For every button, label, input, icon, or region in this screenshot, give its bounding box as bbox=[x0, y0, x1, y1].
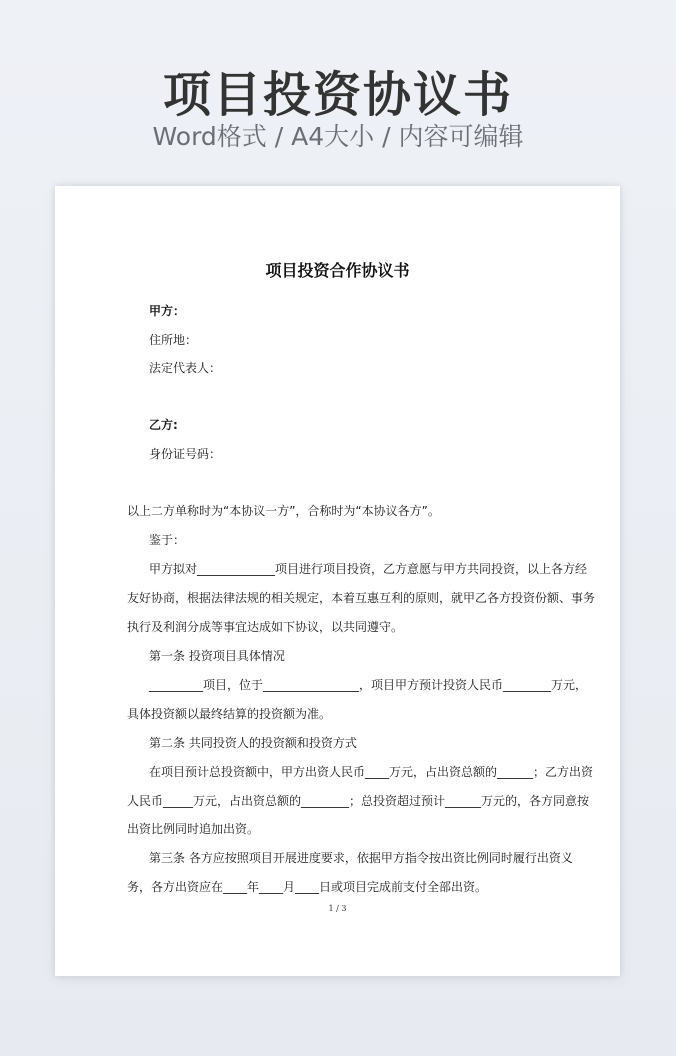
banner-subtitle: Word格式 / A4大小 / 内容可编辑 bbox=[152, 122, 524, 151]
whereas-label: 鉴于： bbox=[149, 533, 186, 547]
article-2-line-2: 人民币_____万元，占出资总额的________；总投资超过预计______万元的，各方同意按 bbox=[127, 794, 590, 808]
party-a-label: 甲方： bbox=[149, 304, 186, 318]
article-1-line-1: _________项目，位于________________，项目甲方预计投资人民币________万元， bbox=[149, 678, 588, 692]
article-1-line-2: 具体投资额以最终结算的投资额为准。 bbox=[127, 707, 332, 721]
banner-title: 项目投资协议书 bbox=[162, 67, 513, 123]
document-title: 项目投资合作协议书 bbox=[265, 261, 410, 280]
intro-paragraph-line-2: 友好协商，根据法律法规的相关规定，本着互惠互利的原则，就甲乙各方投资份额、事务 bbox=[127, 591, 596, 605]
article-2-line-1: 在项目预计总投资额中，甲方出资人民币____万元，占出资总额的______；乙方出资 bbox=[149, 765, 594, 779]
collective-reference-paragraph: 以上二方单称时为“本协议一方”，合称时为“本协议各方”。 bbox=[127, 504, 440, 518]
article-2-line-3: 出资比例同时追加出资。 bbox=[127, 822, 260, 836]
article-1-heading: 第一条 投资项目具体情况 bbox=[149, 649, 285, 663]
document-page bbox=[55, 186, 620, 976]
intro-paragraph-line-3: 执行及利润分成等事宜达成如下协议，以共同遵守。 bbox=[127, 620, 404, 634]
article-3-line-1: 第三条 各方应按照项目开展进度要求，依据甲方指令按出资比例同时履行出资义 bbox=[149, 851, 573, 865]
party-b-label: 乙方: bbox=[149, 418, 178, 432]
article-2-heading: 第二条 共同投资人的投资额和投资方式 bbox=[149, 736, 357, 750]
intro-paragraph-line-1: 甲方拟对_____________项目进行项目投资，乙方意愿与甲方共同投资，以上各方经 bbox=[149, 562, 588, 576]
party-a-representative: 法定代表人： bbox=[149, 361, 222, 375]
page-number: 1 / 3 bbox=[328, 904, 347, 913]
article-3-line-2: 务，各方出资应在____年____月____日或项目完成前支付全部出资。 bbox=[127, 880, 488, 894]
party-a-address: 住所地： bbox=[149, 333, 198, 347]
party-b-id-number: 身份证号码： bbox=[149, 447, 222, 461]
